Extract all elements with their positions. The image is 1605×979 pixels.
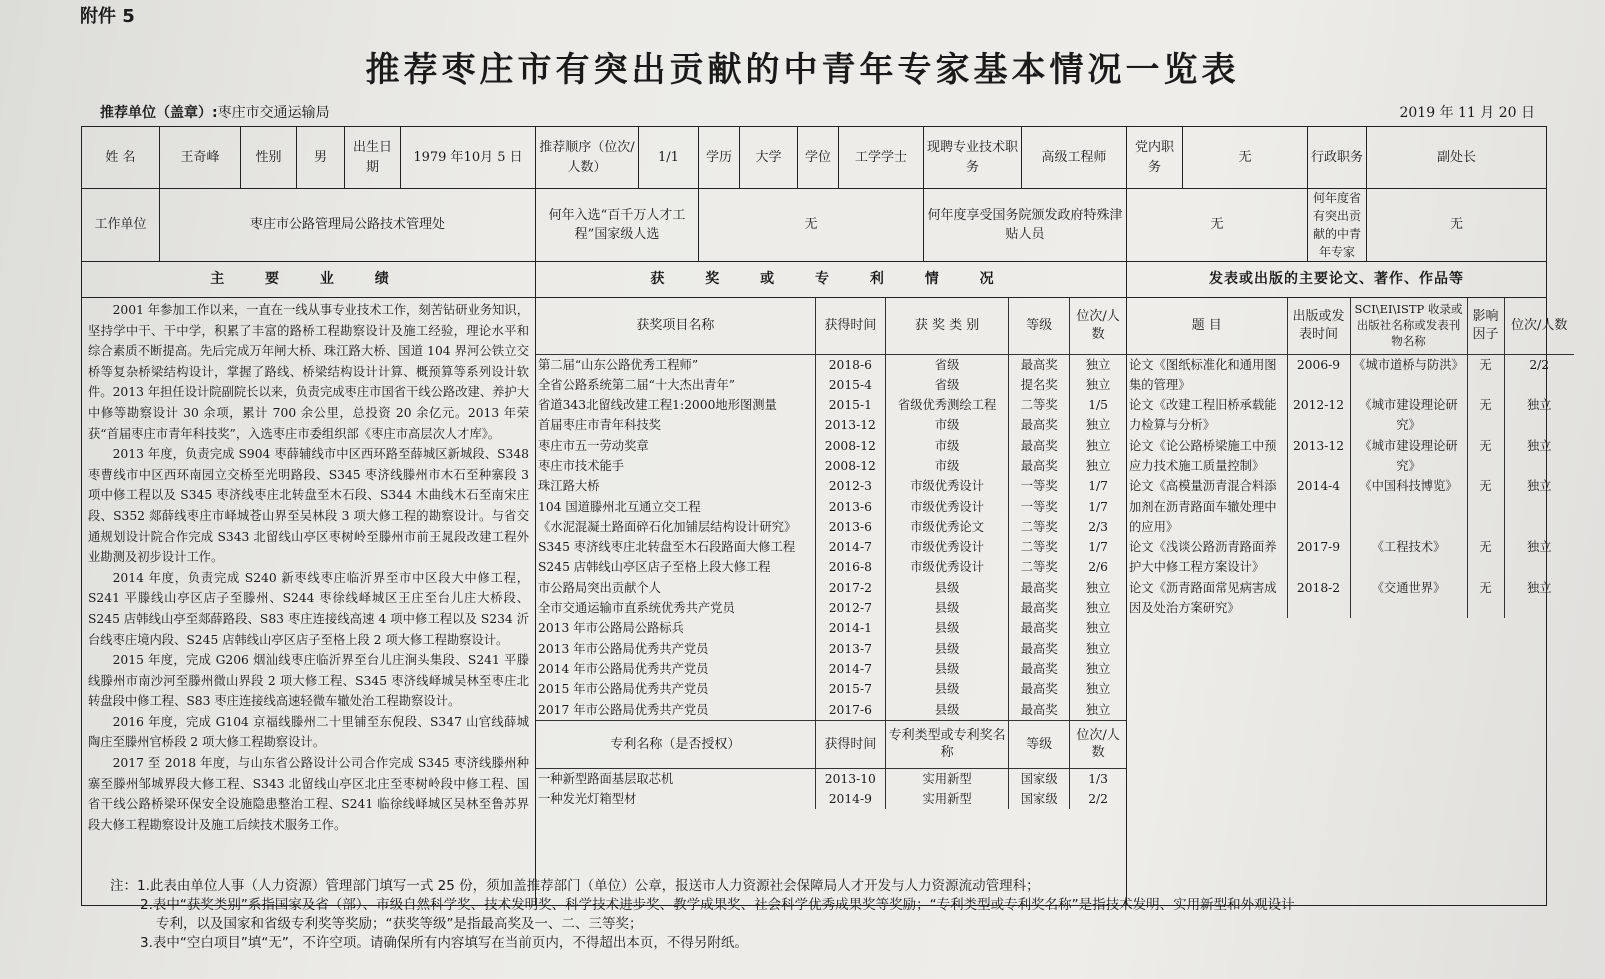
award-type: 市级优秀设计: [886, 557, 1009, 577]
award-level: 二等奖: [1009, 517, 1070, 537]
achievement-paragraph: 2001 年参加工作以来，一直在一线从事专业技术工作，刻苦钻研业务知识，坚持学中干、干中学，积累了丰富的路桥工程勘察设计及施工经验，理论水平和综合素质不断提高。先后完成万年闸大桥、珠江路大桥、国道 104 界河公铁立交桥等复杂桥梁结构设计，掌握了路线、桥梁结构设计计算、概预算等系列设计软件。2013 年担任设计院副院长以来，负责完成枣庄市国省干线公路改建、养护大中修等勘察设计 30 余项，累计 700 余公里，总投资 20 余亿元。2013 年荣获“首届枣庄市青年科技奖”，入选枣庄市委组织部《枣庄市高层次人才库》。: [88, 303, 530, 441]
award-rank: 独立: [1070, 639, 1126, 659]
award-type: 市级: [886, 415, 1009, 435]
gender-label: 性别: [241, 127, 297, 189]
section-header-row: [82, 262, 1547, 298]
award-time: 2017-6: [815, 700, 885, 721]
award-type: 市级优秀论文: [886, 517, 1009, 537]
recommending-unit: [100, 102, 330, 122]
job-title-label: 现聘专业技术职务: [924, 127, 1022, 189]
award-rank: 2/6: [1070, 557, 1126, 577]
papers-cell: [1127, 298, 1568, 906]
admin-post-value: 副处长: [1367, 127, 1547, 189]
award-row: [536, 476, 1126, 496]
awards-column-header: 获 奖 类 别: [886, 298, 1009, 354]
award-type: 市级优秀设计: [886, 537, 1009, 557]
achievement-paragraph: 2017 至 2018 年度，与山东省公路设计公司合作完成 S345 枣济线滕州种寨至滕州邹城界段大修工程、S343 北留线山亭区北庄至枣树岭段中修工程、国省干线公路桥梁环保安全设施隐患整治工程、S241 临徐线峄城区吴林至鲁苏界段大修工程勘察设计及施工后续技术服务工作。: [88, 756, 529, 832]
award-time: 2013-6: [815, 497, 885, 517]
content-row: [82, 298, 1547, 906]
main-table: [81, 126, 1568, 906]
award-time: 2013-6: [815, 517, 885, 537]
paper-journal: 《中国科技博览》: [1350, 476, 1467, 537]
paper-row: [1127, 476, 1574, 537]
award-name: 《水泥混凝土路面碎石化加铺层结构设计研究》: [538, 519, 797, 534]
award-name: 全省公路系统第二届“十大杰出青年”: [538, 377, 736, 392]
paper-title: 论文《沥青路面常见病害成因及处治方案研究》: [1129, 580, 1277, 616]
note-1: 注：1.此表由单位人事（人力资源）管理部门填写一式 25 份，须加盖推荐部门（单位）公章，报送市人力资源社会保障局人才开发与人力资源流动管理科；: [110, 878, 1040, 894]
degree-value: 工学学士: [839, 127, 924, 189]
award-type: 县级: [886, 700, 1009, 721]
award-row: [536, 618, 1126, 638]
achievement-paragraph: 2016 年度，完成 G104 京福线滕州二十里铺至东倪段、S347 山官线薛城陶庄至滕州官桥段 2 项大修工程勘察设计。: [88, 714, 529, 750]
paper-rank: 独立: [1504, 537, 1574, 578]
award-name: 省道343北留线改建工程1:2000地形图测量: [538, 398, 777, 413]
award-type: 县级: [886, 578, 1009, 598]
award-type: 市级优秀设计: [886, 497, 1009, 517]
award-level: 二等奖: [1009, 537, 1070, 557]
award-name: 2014 年市公路局优秀共产党员: [538, 661, 709, 676]
award-time: 2012-7: [815, 598, 885, 618]
paper-factor: 无: [1467, 537, 1504, 578]
paper-journal: 《城市道桥与防洪》: [1350, 354, 1467, 395]
patent-level: 国家级: [1009, 789, 1070, 809]
education-value: 大学: [740, 127, 798, 189]
award-row: [536, 679, 1126, 699]
paper-journal: 《工程技术》: [1350, 537, 1467, 578]
patent-level: 国家级: [1009, 768, 1070, 789]
award-level: 最高奖: [1009, 659, 1070, 679]
paper-rank: 2/2: [1504, 354, 1574, 395]
patents-column-header: 位次/人数: [1070, 720, 1126, 768]
paper-time: 2014-4: [1287, 476, 1350, 537]
award-rank: 2/3: [1070, 517, 1126, 537]
name-value: 王奇峰: [160, 127, 241, 189]
awards-cell: [536, 298, 1127, 906]
award-level: 二等奖: [1009, 557, 1070, 577]
party-post-value: 无: [1183, 127, 1308, 189]
award-time: 2015-1: [815, 395, 885, 415]
award-level: 最高奖: [1009, 456, 1070, 476]
award-level: 最高奖: [1009, 700, 1070, 721]
patents-column-header: 专利类型或专利奖名称: [886, 720, 1009, 768]
state-allowance-value: 无: [1127, 189, 1308, 262]
award-name: 第二届“山东公路优秀工程师”: [538, 357, 699, 372]
award-row: [536, 700, 1126, 721]
award-rank: 独立: [1070, 700, 1126, 721]
award-time: 2013-12: [815, 415, 885, 435]
award-row: [536, 578, 1126, 598]
paper-row: [1127, 395, 1574, 436]
papers-column-header: SCI\EI\ISTP 收录或出版社名称或发表刊物名称: [1350, 298, 1467, 354]
party-post-label: 党内职务: [1127, 127, 1183, 189]
achievements-text: [82, 298, 535, 837]
note-2: 2.表中“获奖类别”系指国家及省（部）、市级自然科学奖、技术发明奖、科学技术进步奖、教学成果奖、社会科学优秀成果奖等奖励；“专利类型或专利奖名称”是指技术发明、实用新型和外观设计: [140, 897, 1295, 913]
award-row: [536, 537, 1126, 557]
state-allowance-label: 何年度享受国务院颁发政府特殊津贴人员: [924, 189, 1127, 262]
achievements-cell: [82, 298, 536, 906]
birth-value: 1979 年10月 5 日: [401, 127, 536, 189]
award-name: 珠江路大桥: [538, 479, 600, 494]
work-unit-label: 工作单位: [82, 189, 160, 262]
awards-column-header: 等级: [1009, 298, 1070, 354]
provincial-expert-label: 何年度省有突出贡献的中青年专家: [1308, 189, 1367, 262]
patent-name: 一种发光灯箱型材: [538, 792, 637, 807]
papers-table: [1127, 298, 1574, 618]
paper-factor: 无: [1467, 578, 1504, 619]
award-row: [536, 517, 1126, 537]
award-name: 枣庄市技术能手: [538, 458, 625, 473]
award-level: 最高奖: [1009, 436, 1070, 456]
award-rank: 1/7: [1070, 476, 1126, 496]
award-type: 市级: [886, 436, 1009, 456]
form-date: 2019 年 11 月 20 日: [1399, 105, 1535, 121]
awards-header: 获 奖 或 专 利 情 况: [536, 262, 1127, 298]
award-type: 县级: [886, 659, 1009, 679]
award-time: 2014-1: [815, 618, 885, 638]
award-row: [536, 639, 1126, 659]
award-name: 2015 年市公路局优秀共产党员: [538, 682, 709, 697]
award-name: 2013 年市公路局优秀共产党员: [538, 641, 709, 656]
provincial-expert-value: 无: [1367, 189, 1547, 262]
form-title: 推荐枣庄市有突出贡献的中青年专家基本情况一览表: [365, 50, 1240, 90]
award-level: 二等奖: [1009, 395, 1070, 415]
paper-factor: 无: [1467, 436, 1504, 477]
awards-column-header: 位次/人数: [1070, 298, 1126, 354]
paper-title: 论文《高模量沥青混合料添加剂在沥青路面车辙处理中的应用》: [1129, 479, 1277, 534]
talent-project-label: 何年入选“百千万人才工程”国家级人选: [536, 189, 699, 262]
award-time: 2017-2: [815, 578, 885, 598]
patent-rank: 2/2: [1070, 789, 1126, 809]
patent-time: 2013-10: [815, 768, 885, 789]
award-time: 2015-7: [815, 679, 885, 699]
award-row: [536, 375, 1126, 395]
job-title-value: 高级工程师: [1022, 127, 1127, 189]
award-time: 2018-6: [815, 354, 885, 375]
award-time: 2016-8: [815, 557, 885, 577]
patent-rank: 1/3: [1070, 768, 1126, 789]
award-time: 2008-12: [815, 436, 885, 456]
papers-column-header: 题 目: [1127, 298, 1287, 354]
paper-row: [1127, 578, 1574, 619]
paper-time: 2006-9: [1287, 354, 1350, 395]
award-rank: 独立: [1070, 375, 1126, 395]
paper-journal: 《城市建设理论研究》: [1350, 395, 1467, 436]
award-type: 省级: [886, 354, 1009, 375]
name-label: 姓 名: [82, 127, 160, 189]
award-time: 2014-7: [815, 659, 885, 679]
order-label: 推荐顺序（位次/人数）: [536, 127, 639, 189]
achievement-paragraph: 2013 年度，负责完成 S904 枣薛辅线市中区西环路至薛城区新城段、S348 枣曹线市中区西环南园立交桥至光明路段、S345 枣济线滕州市木石至种寨段 3 项中修工程以及 S345 枣济线枣庄北转盘至木石段、S344 木曲线木石至南宋庄段、S352 郯薛线枣庄市峄城苍山界至吴林段 3 项大修工程的勘察设计。与省交通规划设计院合作完成 S343 北留线山亭区枣树岭至滕州市前王晁段改建工程外业勘测及初步设计工作。: [88, 447, 529, 565]
award-name: 首届枣庄市青年科技奖: [538, 418, 661, 433]
work-unit-value: 枣庄市公路管理局公路技术管理处: [160, 189, 536, 262]
award-type: 省级: [886, 375, 1009, 395]
award-level: 最高奖: [1009, 578, 1070, 598]
papers-header: 发表或出版的主要论文、著作、作品等: [1127, 262, 1547, 298]
awards-column-header: 获得时间: [815, 298, 885, 354]
award-type: 县级: [886, 598, 1009, 618]
award-level: 最高奖: [1009, 354, 1070, 375]
award-rank: 1/5: [1070, 395, 1126, 415]
award-row: [536, 456, 1126, 476]
patent-row: [536, 789, 1126, 809]
work-info-row: [82, 189, 1547, 262]
paper-row: [1127, 354, 1574, 395]
award-type: 县级: [886, 679, 1009, 699]
award-time: 2008-12: [815, 456, 885, 476]
patent-row: [536, 768, 1126, 789]
award-row: [536, 436, 1126, 456]
patents-column-header: 等级: [1009, 720, 1070, 768]
patents-header-row: [536, 720, 1126, 768]
papers-column-header: 出版或发表时间: [1287, 298, 1350, 354]
award-level: 最高奖: [1009, 618, 1070, 638]
award-name: 枣庄市五一劳动奖章: [538, 438, 649, 453]
basic-info-row: [82, 127, 1547, 189]
order-value: 1/1: [639, 127, 699, 189]
award-level: 提名奖: [1009, 375, 1070, 395]
award-rank: 独立: [1070, 415, 1126, 435]
award-rank: 1/7: [1070, 497, 1126, 517]
patent-time: 2014-9: [815, 789, 885, 809]
award-level: 最高奖: [1009, 679, 1070, 699]
patents-column-header: 专利名称（是否授权）: [536, 720, 815, 768]
paper-journal: 《城市建设理论研究》: [1350, 436, 1467, 477]
education-label: 学历: [699, 127, 740, 189]
award-name: 市公路局突出贡献个人: [538, 580, 661, 595]
awards-column-header: 获奖项目名称: [536, 298, 815, 354]
award-rank: 独立: [1070, 354, 1126, 375]
award-name: S345 枣济线枣庄北转盘至木石段路面大修工程: [538, 540, 796, 555]
paper-factor: 无: [1467, 354, 1504, 395]
papers-column-header: 影响因子: [1467, 298, 1504, 354]
award-time: 2014-7: [815, 537, 885, 557]
gender-value: 男: [297, 127, 345, 189]
award-rank: 独立: [1070, 436, 1126, 456]
award-name: 2017 年市公路局优秀共产党员: [538, 702, 709, 717]
paper-title: 论文《浅谈公路沥青路面养护大中修工程方案设计》: [1129, 540, 1277, 575]
awards-table: [536, 298, 1126, 809]
award-time: 2015-4: [815, 375, 885, 395]
award-time: 2012-3: [815, 476, 885, 496]
attachment-label: 附件 5: [80, 6, 135, 27]
paper-title: 论文《图纸标准化和通用图集的管理》: [1129, 357, 1277, 392]
paper-time: 2012-12: [1287, 395, 1350, 436]
award-level: 最高奖: [1009, 639, 1070, 659]
award-rank: 独立: [1070, 578, 1126, 598]
award-name: 全市交通运输市直系统优秀共产党员: [538, 601, 735, 616]
paper-rank: 独立: [1504, 395, 1574, 436]
award-row: [536, 497, 1126, 517]
paper-title: 论文《论公路桥梁施工中预应力技术施工质量控制》: [1129, 438, 1277, 473]
award-type: 县级: [886, 639, 1009, 659]
degree-label: 学位: [798, 127, 839, 189]
talent-project-value: 无: [699, 189, 924, 262]
paper-row: [1127, 436, 1574, 477]
paper-rank: 独立: [1504, 476, 1574, 537]
award-row: [536, 659, 1126, 679]
papers-header-row: [1127, 298, 1574, 354]
award-name: 104 国道滕州北互通立交工程: [538, 499, 701, 514]
award-type: 市级: [886, 456, 1009, 476]
award-type: 省级优秀测绘工程: [886, 395, 1009, 415]
unit-value: 枣庄市交通运输局: [217, 105, 330, 121]
paper-factor: 无: [1467, 395, 1504, 436]
birth-label: 出生日期: [345, 127, 401, 189]
paper-rank: 独立: [1504, 578, 1574, 619]
note-3: 3.表中“空白项目”填“无”，不许空项。请确保所有内容填写在当前页内，不得超出本页，不得另附纸。: [140, 935, 748, 951]
award-time: 2013-7: [815, 639, 885, 659]
paper-title: 论文《改建工程旧桥承载能力检算与分析》: [1129, 398, 1277, 433]
admin-post-label: 行政职务: [1308, 127, 1367, 189]
achievements-header: 主 要 业 绩: [82, 262, 536, 298]
paper-time: 2013-12: [1287, 436, 1350, 477]
award-name: 2013 年市公路局公路标兵: [538, 621, 684, 636]
paper-time: 2018-2: [1287, 578, 1350, 619]
award-rank: 独立: [1070, 598, 1126, 618]
award-level: 一等奖: [1009, 476, 1070, 496]
patent-type: 实用新型: [886, 789, 1009, 809]
award-row: [536, 395, 1126, 415]
notes: [110, 877, 1580, 953]
award-rank: 独立: [1070, 659, 1126, 679]
award-level: 最高奖: [1009, 415, 1070, 435]
award-row: [536, 557, 1126, 577]
award-type: 县级: [886, 618, 1009, 638]
note-2-cont: 专利，以及国家和省级专利奖等奖励；“获奖等级”是指最高奖及一、二、三等奖；: [156, 916, 643, 932]
award-level: 最高奖: [1009, 598, 1070, 618]
patents-column-header: 获得时间: [815, 720, 885, 768]
award-rank: 独立: [1070, 456, 1126, 476]
award-name: S245 店韩线山亭区店子至格上段大修工程: [538, 560, 771, 575]
award-row: [536, 415, 1126, 435]
award-rank: 1/7: [1070, 537, 1126, 557]
award-type: 市级优秀设计: [886, 476, 1009, 496]
award-row: [536, 598, 1126, 618]
paper-row: [1127, 537, 1574, 578]
unit-label: 推荐单位（盖章）:: [100, 105, 218, 121]
achievement-paragraph: 2014 年度，负责完成 S240 新枣线枣庄临沂界至市中区段大中修工程，S241 平滕线山亭区店子至滕州、S244 枣徐线峄城区王庄至台儿庄大桥段、S245 店韩线山亭至郯薛路段、S83 枣庄连接线高速 4 项中修工程以及 S234 沂台线枣庄境内段、S245 店韩线山亭区店子至格上段 2 项大修工程勘察设计。: [88, 570, 529, 647]
achievement-paragraph: 2015 年度，完成 G206 烟汕线枣庄临沂界至台儿庄涧头集段、S241 平滕线滕州市南沙河至滕州微山界段 2 项大修工程、S345 枣济线峄城吴林至枣庄北转盘段中修工程、S83 枣庄连接线高速轻微车辙处治工程勘察设计。: [88, 653, 529, 709]
papers-column-header: 位次/人数: [1504, 298, 1574, 354]
paper-rank: 独立: [1504, 436, 1574, 477]
award-rank: 独立: [1070, 618, 1126, 638]
patent-type: 实用新型: [886, 768, 1009, 789]
paper-journal: 《交通世界》: [1350, 578, 1467, 619]
paper-factor: 无: [1467, 476, 1504, 537]
award-row: [536, 354, 1126, 375]
paper-time: 2017-9: [1287, 537, 1350, 578]
awards-header-row: [536, 298, 1126, 354]
award-level: 一等奖: [1009, 497, 1070, 517]
patent-name: 一种新型路面基层取芯机: [538, 771, 674, 786]
award-rank: 独立: [1070, 679, 1126, 699]
